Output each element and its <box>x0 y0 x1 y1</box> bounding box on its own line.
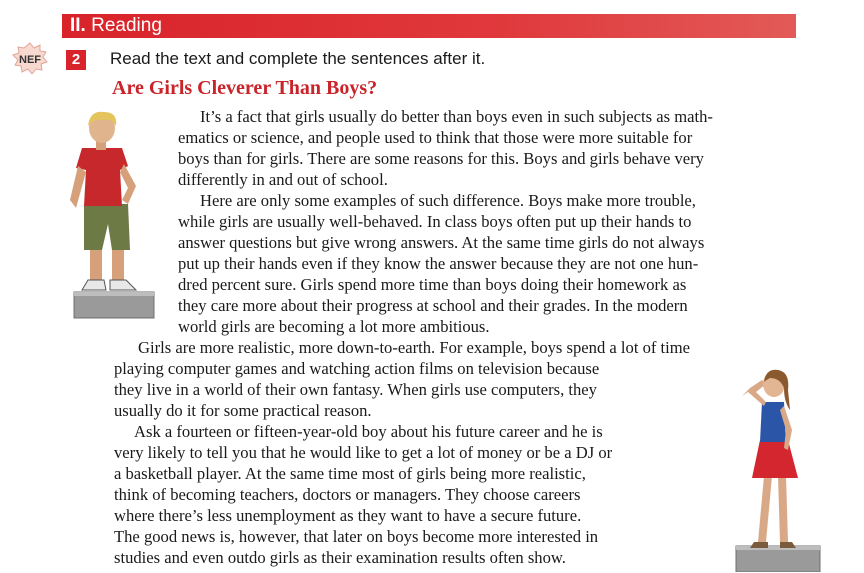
article-line: Ask a fourteen or fifteen-year-old boy about his future career and he is <box>134 422 603 441</box>
girl-illustration <box>726 366 828 572</box>
article-line: ematics or science, and people used to think that those were more suitable for <box>178 128 693 147</box>
article-line: Here are only some examples of such difference. Boys make more trouble, <box>200 191 696 210</box>
article-line: where there’s less unemployment as they want to have a secure future. <box>114 506 582 525</box>
article-line: think of becoming teachers, doctors or managers. They choose careers <box>114 485 581 504</box>
article-line: playing computer games and watching action films on television because <box>114 359 600 378</box>
article-line: answer questions but give wrong answers. At the same time girls do not always <box>178 233 705 252</box>
article-line: while girls are usually well-behaved. In class boys often put up their hands to <box>178 212 692 231</box>
article-line: very likely to tell you that he would like to get a lot of money or be a DJ or <box>114 443 613 462</box>
task-instruction: Read the text and complete the sentences after it. <box>110 49 486 68</box>
article-line: The good news is, however, that later on boys become more interested in <box>114 527 599 546</box>
boy-illustration <box>66 108 162 320</box>
article-line: differently in and out of school. <box>178 170 388 189</box>
nef-badge-icon <box>12 42 48 74</box>
nef-badge-text: NEF <box>19 54 41 66</box>
article-line: boys than for girls. There are some reasons for this. Boys and girls behave very <box>178 149 704 168</box>
section-heading <box>70 16 162 36</box>
section-number: II. <box>70 15 86 36</box>
article-line: Girls are more realistic, more down-to-earth. For example, boys spend a lot of time <box>138 338 691 357</box>
article-line: they care more about their progress at school and their grades. In the modern <box>178 296 688 315</box>
article-line: usually do it for some practical reason. <box>114 401 372 420</box>
article-line: It’s a fact that girls usually do better than boys even in such subjects as math- <box>200 107 713 126</box>
task-number: 2 <box>66 50 86 70</box>
article-line: they live in a world of their own fantasy. When girls use computers, they <box>114 380 597 399</box>
article-line: a basketball player. At the same time most of girls being more realistic, <box>114 464 586 483</box>
article-line: put up their hands even if they know the answer because they are not one hun- <box>178 254 699 273</box>
article-line: studies and even outdo girls as their examination results often show. <box>114 548 566 567</box>
article-line: dred percent sure. Girls spend more time than boys doing their homework as <box>178 275 687 294</box>
section-title: Reading <box>91 15 162 36</box>
article-title: Are Girls Cleverer Than Boys? <box>112 77 378 99</box>
article-line: world girls are becoming a lot more ambitious. <box>178 317 490 336</box>
section-header-bar <box>62 14 796 38</box>
